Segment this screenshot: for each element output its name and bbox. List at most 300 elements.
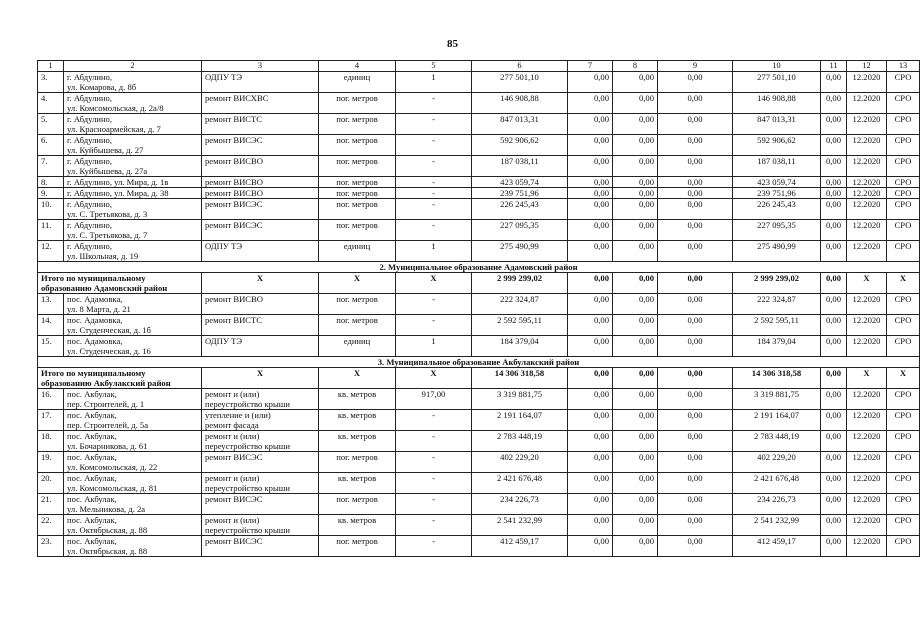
address-line-2: ул. Школьная, д. 19 [67,251,139,261]
address-line-2: ул. С. Третьякова, д. 7 [67,230,148,240]
col8-value: 0,00 [613,473,658,494]
subtotal-label-line-2: образованию Адамовский район [41,283,168,293]
address-line-2: ул. 8 Марта, д. 21 [67,304,131,314]
work-type-line-2: переустройство крыши [205,525,290,535]
quantity: - [396,114,472,135]
col9-value: 0,00 [658,410,733,431]
row-number: 20. [38,473,64,494]
quantity: 1 [396,241,472,262]
work-type-line-1: ремонт ВИСТС [205,315,263,325]
total-cost: 592 906,62 [472,135,568,156]
subtotal-row [38,273,920,294]
total-cost: 3 319 881,75 [472,389,568,410]
address [64,93,202,114]
col10-value: 2 783 448,19 [733,431,821,452]
funding-source: СРО [887,241,920,262]
funding-source: СРО [887,188,920,199]
table-row [38,177,920,188]
address-line-2: ул. Мельникова, д. 2а [67,504,146,514]
address-line-1: г. Абдулино, [67,199,113,209]
work-type [202,177,319,188]
column-number-6: 6 [472,61,568,72]
col9-value: 0,00 [658,72,733,93]
col8-value: 0,00 [613,494,658,515]
work-type-line-1: ремонт ВИСЭС [205,494,263,504]
col11-value: 0,00 [821,389,847,410]
funding-source: СРО [887,93,920,114]
col11-value: 0,00 [821,188,847,199]
total-cost: 412 459,17 [472,536,568,557]
total-cost: 239 751,96 [472,188,568,199]
address-line-1: г. Абдулино, [67,114,113,124]
col7-value: 0,00 [568,452,613,473]
work-type-line-1: ремонт ВИСТС [205,114,263,124]
work-type [202,473,319,494]
address [64,536,202,557]
table-row [38,114,920,135]
col11-value: 0,00 [821,336,847,357]
col9-value: 0,00 [658,135,733,156]
quantity: - [396,220,472,241]
funding-source: СРО [887,315,920,336]
address-line-1: пос. Акбулак, [67,494,117,504]
col7-value: 0,00 [568,473,613,494]
completion-date: 12.2020 [847,199,887,220]
address-line-2: ул. Бочарникова, д. 61 [67,441,148,451]
table-row [38,315,920,336]
row-number: 18. [38,431,64,452]
col10-value: 234 226,73 [733,494,821,515]
funding-source: СРО [887,431,920,452]
subtotal-col11: 0,00 [821,273,847,294]
section-header-row [38,262,920,273]
col7-value: 0,00 [568,220,613,241]
col10-value: 2 421 676,48 [733,473,821,494]
col9-value: 0,00 [658,114,733,135]
col7-value: 0,00 [568,515,613,536]
col10-value: 277 501,10 [733,72,821,93]
address-line-2: ул. Куйбышева, д. 27а [67,166,148,176]
col8-value: 0,00 [613,536,658,557]
col11-value: 0,00 [821,452,847,473]
total-cost: 847 013,31 [472,114,568,135]
address [64,72,202,93]
column-number-13: 13 [887,61,920,72]
subtotal-amount: 14 306 318,58 [472,368,568,389]
work-type-line-1: ремонт и (или) [205,431,260,441]
col10-value: 592 906,62 [733,135,821,156]
page-number: 85 [447,38,458,50]
work-type-line-1: ремонт и (или) [205,389,260,399]
col11-value: 0,00 [821,410,847,431]
work-type [202,452,319,473]
col8-value: 0,00 [613,410,658,431]
col11-value: 0,00 [821,515,847,536]
col10-value: 222 324,87 [733,294,821,315]
completion-date: 12.2020 [847,536,887,557]
col11-value: 0,00 [821,315,847,336]
work-type-line-1: ОДПУ ТЭ [205,72,243,82]
row-number: 7. [38,156,64,177]
unit: единиц [319,241,396,262]
col7-value: 0,00 [568,135,613,156]
work-type [202,199,319,220]
address [64,452,202,473]
total-cost: 402 229,20 [472,452,568,473]
col9-value: 0,00 [658,220,733,241]
col9-value: 0,00 [658,473,733,494]
total-cost: 187 038,11 [472,156,568,177]
quantity: - [396,452,472,473]
completion-date: 12.2020 [847,156,887,177]
col11-value: 0,00 [821,135,847,156]
table-row [38,389,920,410]
total-cost: 2 541 232,99 [472,515,568,536]
funding-source: СРО [887,452,920,473]
address [64,389,202,410]
address-line-1: г. Абдулино, [67,156,113,166]
col7-value: 0,00 [568,177,613,188]
col11-value: 0,00 [821,114,847,135]
col11-value: 0,00 [821,199,847,220]
address-line-2: ул. Октябрьская, д. 88 [67,546,148,556]
subtotal-col8: 0,00 [613,368,658,389]
col9-value: 0,00 [658,188,733,199]
col7-value: 0,00 [568,315,613,336]
work-type-line-1: ремонт ВИСХВС [205,93,269,103]
work-type-line-1: ОДПУ ТЭ [205,336,243,346]
col10-value: 2 541 232,99 [733,515,821,536]
address-line-1: пос. Акбулак, [67,473,117,483]
address-line-2: ул. С. Третьякова, д. 3 [67,209,148,219]
col8-value: 0,00 [613,135,658,156]
column-number-2: 2 [64,61,202,72]
col7-value: 0,00 [568,72,613,93]
funding-source: СРО [887,135,920,156]
subtotal-col7: 0,00 [568,273,613,294]
table-row [38,473,920,494]
quantity: 917,00 [396,389,472,410]
col9-value: 0,00 [658,431,733,452]
col8-value: 0,00 [613,72,658,93]
unit: кв. метров [319,389,396,410]
col7-value: 0,00 [568,336,613,357]
col9-value: 0,00 [658,536,733,557]
col7-value: 0,00 [568,294,613,315]
address [64,494,202,515]
total-cost: 2 191 164,07 [472,410,568,431]
total-cost: 277 501,10 [472,72,568,93]
col9-value: 0,00 [658,389,733,410]
subtotal-col10: 2 999 299,02 [733,273,821,294]
table-row [38,199,920,220]
subtotal-col13: X [887,368,920,389]
completion-date: 12.2020 [847,177,887,188]
work-type [202,315,319,336]
col7-value: 0,00 [568,188,613,199]
address [64,177,202,188]
address [64,515,202,536]
col8-value: 0,00 [613,515,658,536]
col8-value: 0,00 [613,452,658,473]
total-cost: 423 059,74 [472,177,568,188]
table-row [38,515,920,536]
table-row [38,410,920,431]
address-line-2: ул. Комсомольская, д. 22 [67,462,158,472]
row-number: 5. [38,114,64,135]
address [64,241,202,262]
col8-value: 0,00 [613,431,658,452]
address [64,156,202,177]
col9-value: 0,00 [658,177,733,188]
col8-value: 0,00 [613,199,658,220]
subtotal-row [38,368,920,389]
address [64,114,202,135]
repair-program-table [37,60,920,557]
funding-source: СРО [887,473,920,494]
subtotal-x-col4: X [319,368,396,389]
subtotal-col12: X [847,273,887,294]
completion-date: 12.2020 [847,410,887,431]
address-line-1: г. Абдулино, ул. Мира, д. 38 [67,188,169,198]
table-row [38,188,920,199]
address-line-2: ул. Студенческая, д. 16 [67,346,151,356]
address-line-2: ул. Комарова, д. 8б [67,82,137,92]
address-line-1: пос. Акбулак, [67,431,117,441]
col10-value: 2 191 164,07 [733,410,821,431]
row-number: 15. [38,336,64,357]
work-type-line-1: ремонт ВИСВО [205,177,263,187]
unit: кв. метров [319,515,396,536]
table-row [38,135,920,156]
col7-value: 0,00 [568,410,613,431]
table-row [38,536,920,557]
row-number: 19. [38,452,64,473]
address-line-1: пос. Акбулак, [67,536,117,546]
funding-source: СРО [887,515,920,536]
col8-value: 0,00 [613,177,658,188]
work-type [202,410,319,431]
address-line-1: пос. Адамовка, [67,315,123,325]
funding-source: СРО [887,220,920,241]
work-type-line-2: переустройство крыши [205,441,290,451]
row-number: 8. [38,177,64,188]
table-row [38,241,920,262]
col11-value: 0,00 [821,294,847,315]
row-number: 9. [38,188,64,199]
column-number-9: 9 [658,61,733,72]
table-row [38,72,920,93]
address-line-2: ул. Комсомольская, д. 81 [67,483,158,493]
unit: пог. метров [319,315,396,336]
work-type-line-1: ремонт ВИСВО [205,188,263,198]
subtotal-x-col5: X [396,273,472,294]
funding-source: СРО [887,410,920,431]
col10-value: 239 751,96 [733,188,821,199]
address-line-1: г. Абдулино, [67,135,113,145]
work-type [202,93,319,114]
col9-value: 0,00 [658,93,733,114]
quantity: - [396,494,472,515]
work-type-line-1: ремонт ВИСВО [205,156,263,166]
col8-value: 0,00 [613,188,658,199]
subtotal-col13: X [887,273,920,294]
quantity: - [396,473,472,494]
col7-value: 0,00 [568,114,613,135]
quantity: - [396,294,472,315]
col10-value: 187 038,11 [733,156,821,177]
address [64,473,202,494]
funding-source: СРО [887,494,920,515]
col10-value: 2 592 595,11 [733,315,821,336]
row-number: 22. [38,515,64,536]
completion-date: 12.2020 [847,452,887,473]
work-type-line-1: ремонт и (или) [205,473,260,483]
row-number: 12. [38,241,64,262]
work-type [202,336,319,357]
funding-source: СРО [887,156,920,177]
subtotal-x-col5: X [396,368,472,389]
col10-value: 412 459,17 [733,536,821,557]
col11-value: 0,00 [821,156,847,177]
work-type [202,220,319,241]
unit: пог. метров [319,536,396,557]
row-number: 16. [38,389,64,410]
work-type [202,294,319,315]
subtotal-x-col3: X [202,273,319,294]
table-row [38,431,920,452]
total-cost: 234 226,73 [472,494,568,515]
subtotal-label-line-1: Итого по муниципальному [41,368,146,378]
work-type-line-1: утепление и (или) [205,410,271,420]
work-type [202,72,319,93]
unit: кв. метров [319,410,396,431]
address [64,294,202,315]
address-line-2: пер. Строителей, д. 1 [67,399,145,409]
address [64,315,202,336]
column-number-7: 7 [568,61,613,72]
quantity: - [396,188,472,199]
col7-value: 0,00 [568,93,613,114]
column-number-10: 10 [733,61,821,72]
col8-value: 0,00 [613,294,658,315]
work-type [202,114,319,135]
col11-value: 0,00 [821,72,847,93]
row-number: 14. [38,315,64,336]
row-number: 10. [38,199,64,220]
col7-value: 0,00 [568,431,613,452]
address-line-2: ул. Комсомольская, д. 2а/8 [67,103,164,113]
completion-date: 12.2020 [847,473,887,494]
col9-value: 0,00 [658,241,733,262]
row-number: 21. [38,494,64,515]
unit: пог. метров [319,188,396,199]
address-line-1: пос. Акбулак, [67,389,117,399]
row-number: 11. [38,220,64,241]
address-line-1: г. Абдулино, [67,241,113,251]
funding-source: СРО [887,336,920,357]
address [64,135,202,156]
address-line-2: ул. Красноармейская, д. 7 [67,124,161,134]
col10-value: 146 908,88 [733,93,821,114]
completion-date: 12.2020 [847,220,887,241]
address [64,410,202,431]
section-title: 2. Муниципальное образование Адамовский район [38,262,920,273]
col9-value: 0,00 [658,294,733,315]
row-number: 3. [38,72,64,93]
col11-value: 0,00 [821,93,847,114]
col7-value: 0,00 [568,389,613,410]
unit: единиц [319,72,396,93]
row-number: 4. [38,93,64,114]
quantity: - [396,135,472,156]
col11-value: 0,00 [821,473,847,494]
work-type [202,431,319,452]
row-number: 13. [38,294,64,315]
quantity: - [396,177,472,188]
subtotal-x-col3: X [202,368,319,389]
col7-value: 0,00 [568,494,613,515]
address-line-1: пос. Адамовка, [67,336,123,346]
funding-source: СРО [887,389,920,410]
col10-value: 184 379,04 [733,336,821,357]
unit: пог. метров [319,294,396,315]
work-type [202,536,319,557]
row-number: 6. [38,135,64,156]
table-row [38,452,920,473]
funding-source: СРО [887,536,920,557]
col9-value: 0,00 [658,199,733,220]
address-line-1: пос. Акбулак, [67,452,117,462]
quantity: - [396,93,472,114]
work-type [202,515,319,536]
col10-value: 847 013,31 [733,114,821,135]
column-number-3: 3 [202,61,319,72]
subtotal-label-line-2: образованию Акбулакский район [41,378,171,388]
subtotal-label [38,273,202,294]
col9-value: 0,00 [658,452,733,473]
column-number-11: 11 [821,61,847,72]
address [64,199,202,220]
address-line-1: пос. Акбулак, [67,515,117,525]
address-line-1: г. Абдулино, [67,93,113,103]
table-row [38,93,920,114]
unit: пог. метров [319,156,396,177]
quantity: - [396,431,472,452]
unit: пог. метров [319,93,396,114]
unit: единиц [319,336,396,357]
col8-value: 0,00 [613,156,658,177]
unit: пог. метров [319,114,396,135]
work-type-line-1: ремонт ВИСЭС [205,536,263,546]
address-line-2: пер. Строителей, д. 5а [67,420,149,430]
col9-value: 0,00 [658,336,733,357]
work-type [202,241,319,262]
address [64,188,202,199]
completion-date: 12.2020 [847,93,887,114]
table-row [38,156,920,177]
unit: кв. метров [319,473,396,494]
quantity: - [396,199,472,220]
total-cost: 146 908,88 [472,93,568,114]
unit: пог. метров [319,199,396,220]
address-line-1: пос. Адамовка, [67,294,123,304]
work-type-line-1: ремонт ВИСЭС [205,199,263,209]
total-cost: 226 245,43 [472,199,568,220]
unit: пог. метров [319,220,396,241]
completion-date: 12.2020 [847,315,887,336]
funding-source: СРО [887,72,920,93]
